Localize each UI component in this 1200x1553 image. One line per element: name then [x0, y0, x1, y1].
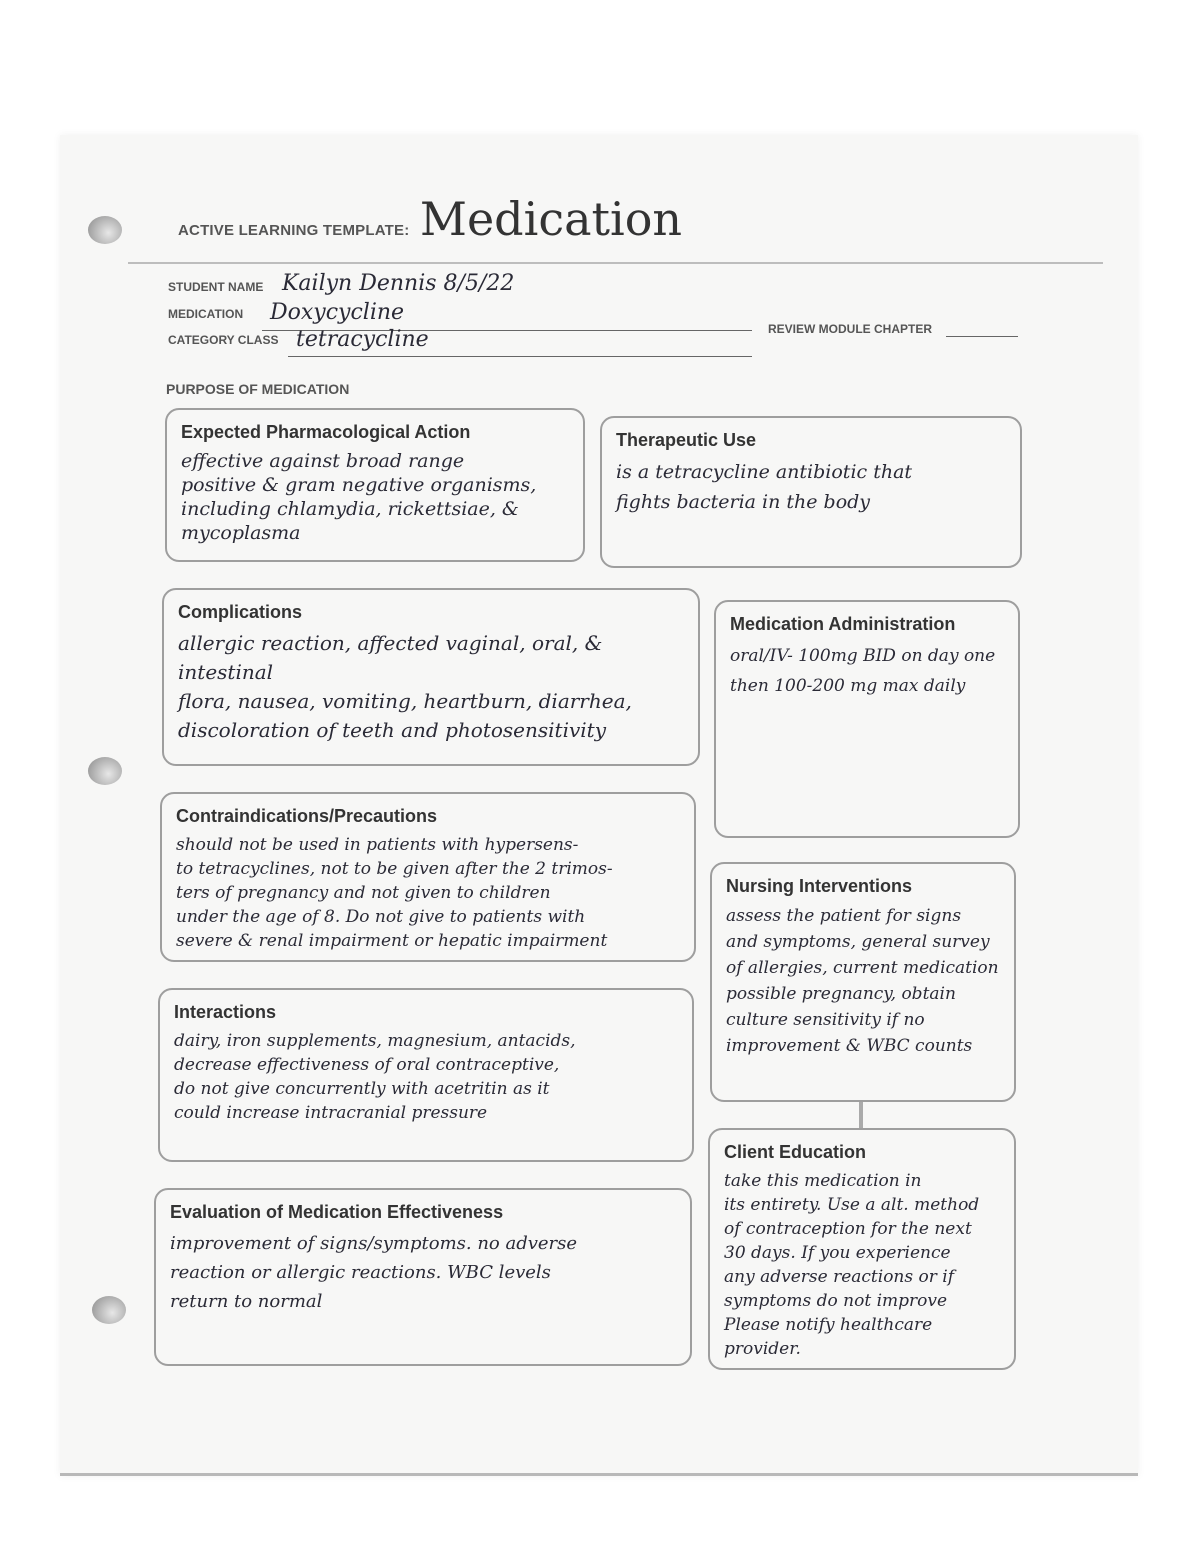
review-module-label: REVIEW MODULE CHAPTER [768, 322, 933, 336]
contraindications-box [160, 792, 696, 962]
header-divider [128, 262, 1103, 264]
expected-action-box [165, 408, 585, 562]
contraindications-title: Contraindications/Precautions [176, 806, 438, 826]
category-class-label: CATEGORY CLASS [168, 333, 279, 347]
evaluation-text: improvement of signs/symptoms. no adverse reaction or allergic reactions. WBC levels return to normal [170, 1233, 578, 1312]
interactions-title: Interactions [174, 1002, 277, 1022]
punch-hole-bottom [92, 1296, 126, 1324]
nursing-interventions-text: assess the patient for signs and symptoms, general survey of allergies, current medication possible pregnancy, obtain culture sensitivity if no improvement & WBC counts [726, 906, 999, 1056]
medication-field[interactable]: Doxycycline [270, 300, 405, 325]
client-education-title: Client Education [724, 1142, 867, 1162]
evaluation-box [154, 1188, 692, 1366]
student-name-label: STUDENT NAME [168, 280, 264, 294]
therapeutic-use-title: Therapeutic Use [616, 430, 757, 450]
interactions-box [158, 988, 694, 1162]
complications-text: allergic reaction, affected vaginal, oral, & intestinal flora, nausea, vomiting, heartburn, diarrhea, discoloration of teeth and photosensitivity [178, 631, 632, 742]
complications-box [162, 588, 700, 766]
box-connector [859, 1102, 863, 1128]
evaluation-title: Evaluation of Medication Effectiveness [170, 1202, 504, 1222]
medication-label: MEDICATION [168, 307, 244, 321]
purpose-label: PURPOSE OF MEDICATION [166, 381, 350, 397]
administration-text: oral/IV- 100mg BID on day one then 100-200 mg max daily [730, 646, 996, 696]
administration-box [714, 600, 1020, 838]
client-education-text: take this medication in its entirety. Use a alt. method of contraception for the next 30 days. If you experience any adverse reactions or if symptoms do not improve Please notify healthcare provider. [724, 1171, 980, 1359]
nursing-interventions-box [710, 862, 1016, 1102]
expected-action-title: Expected Pharmacological Action [181, 422, 471, 442]
interactions-text: dairy, iron supplements, magnesium, antacids, decrease effectiveness of oral contraceptive, do not give concurrently with acetritin as it could increase intracranial pressure [174, 1031, 576, 1123]
student-name-field[interactable]: Kailyn Dennis 8/5/22 [282, 271, 515, 296]
client-education-box [708, 1128, 1016, 1370]
therapeutic-use-box [600, 416, 1022, 568]
expected-action-text: effective against broad range positive & gram negative organisms, including chlamydia, rickettsiae, & mycoplasma [181, 450, 537, 544]
administration-title: Medication Administration [730, 614, 956, 634]
complications-title: Complications [178, 602, 303, 622]
contraindications-text: should not be used in patients with hypersens- to tetracyclines, not to be given after the 2 trimos- ters of pregnancy and not given to children under the age of 8. Do not give to patients with severe & renal impairment or hepatic impairment [176, 835, 613, 951]
category-underline [288, 356, 752, 357]
nursing-interventions-title: Nursing Interventions [726, 876, 913, 896]
category-class-field[interactable]: tetracycline [296, 327, 429, 352]
punch-hole-top [88, 216, 122, 244]
template-label: ACTIVE LEARNING TEMPLATE: [178, 222, 410, 239]
therapeutic-use-text: is a tetracycline antibiotic that fights bacteria in the body [616, 461, 913, 513]
template-header [178, 192, 682, 246]
review-module-field[interactable] [946, 336, 1018, 337]
punch-hole-middle [88, 757, 122, 785]
page-title: Medication [419, 192, 683, 246]
